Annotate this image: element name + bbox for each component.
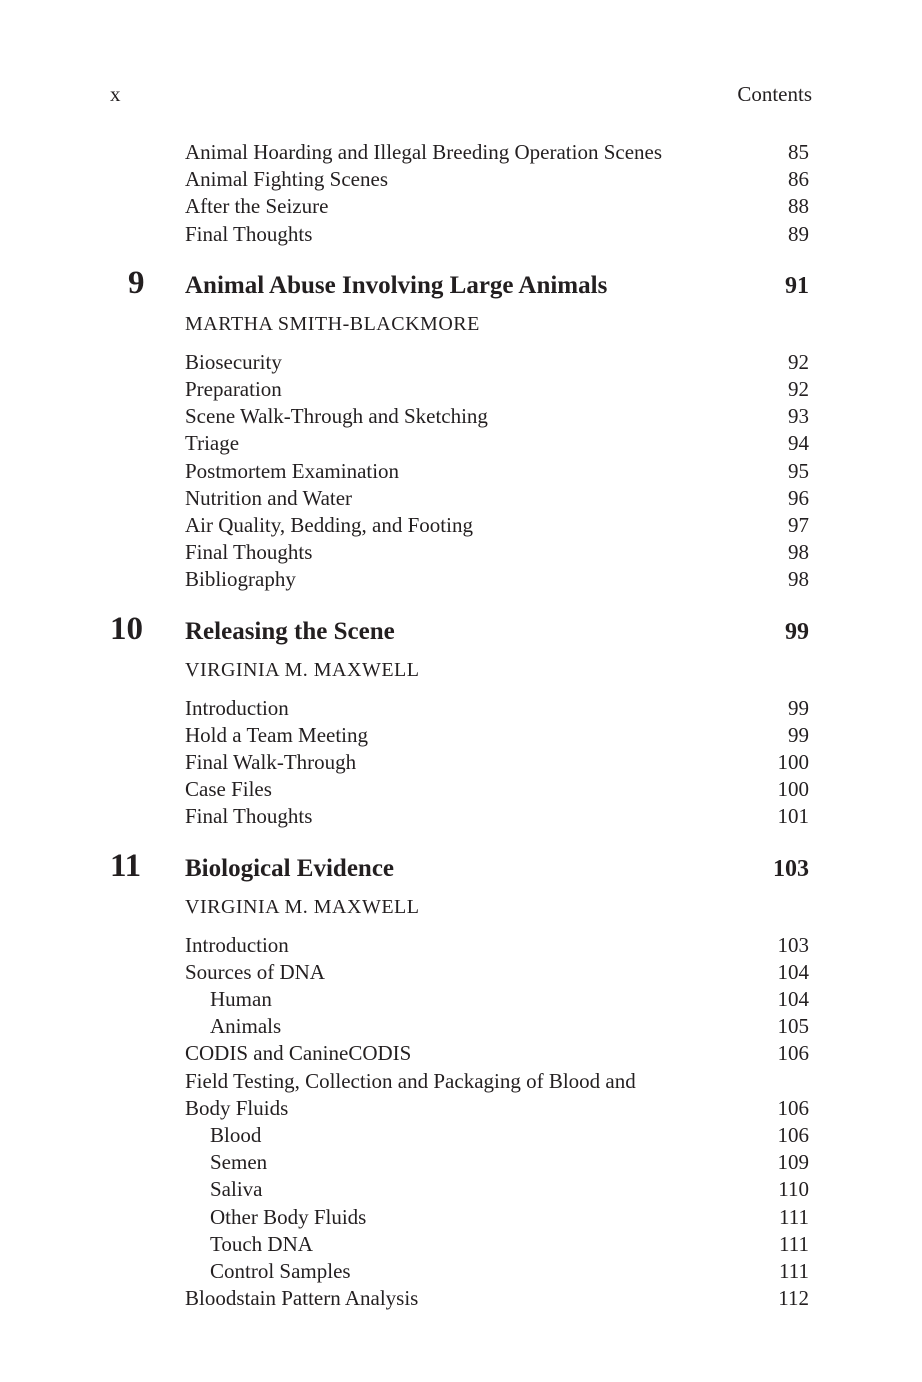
toc-entry[interactable] [110, 566, 812, 593]
toc-entry-title: Animals [210, 1014, 282, 1039]
toc-entry[interactable] [110, 1013, 812, 1040]
toc-entry-title: Other Body Fluids [210, 1204, 367, 1229]
toc-entry-page: 86 [788, 167, 809, 192]
toc-entry[interactable] [110, 193, 812, 220]
toc-entry-page: 99 [788, 695, 809, 720]
toc-entry[interactable] [110, 166, 812, 193]
toc-entry-title: Nutrition and Water [185, 485, 353, 510]
toc-entry-page: 103 [777, 932, 809, 957]
toc-entry[interactable] [110, 512, 812, 539]
chapter-author: MARTHA SMITH-BLACKMORE [185, 312, 480, 335]
toc-entry[interactable] [110, 986, 812, 1013]
toc-entry-page: 99 [788, 722, 809, 747]
toc-entry-page: 95 [788, 458, 809, 483]
chapter-page: 91 [785, 272, 809, 299]
toc-entry-page: 106 [777, 1095, 809, 1120]
toc-entry-page: 111 [779, 1259, 809, 1284]
toc-entry-page: 88 [788, 194, 809, 219]
toc-entry[interactable] [110, 1149, 812, 1176]
chapter-page: 103 [773, 855, 809, 882]
toc-entry[interactable] [110, 1231, 812, 1258]
chapter-title: Biological Evidence [185, 854, 395, 882]
section-title: Contents [737, 82, 812, 106]
toc-entry-page: 110 [778, 1177, 809, 1202]
chapter-author: VIRGINIA M. MAXWELL [185, 658, 420, 681]
chapter-heading[interactable] [110, 847, 812, 888]
toc-entry-page: 111 [779, 1231, 809, 1256]
toc-entry-title: Bloodstain Pattern Analysis [185, 1286, 419, 1311]
toc-entry-page: 89 [788, 221, 809, 246]
chapter-heading[interactable] [110, 610, 812, 651]
toc-entry-page: 100 [777, 750, 809, 775]
chapter-author: VIRGINIA M. MAXWELL [185, 895, 420, 918]
toc-entry[interactable] [110, 749, 812, 776]
toc-entry-title: Sources of DNA [185, 959, 325, 984]
toc-entry-title: Control Samples [210, 1259, 351, 1284]
page-number: x [110, 82, 121, 106]
toc-entry-title: After the Seizure [185, 194, 329, 219]
toc-entry-title: Triage [185, 431, 240, 456]
chapter-number: 10 [110, 610, 143, 647]
chapter-page: 99 [785, 618, 809, 645]
toc-entry[interactable] [110, 1204, 812, 1231]
toc-entry[interactable] [110, 1285, 812, 1312]
toc-entry[interactable] [110, 1176, 812, 1203]
toc-entry-title: Bibliography [185, 567, 296, 592]
toc-entry-title: Preparation [185, 377, 282, 402]
toc-entry-page: 98 [788, 567, 809, 592]
toc-entry[interactable] [110, 221, 812, 248]
toc-entry[interactable] [110, 430, 812, 457]
toc-entry-title: Blood [210, 1123, 262, 1148]
toc-entry[interactable] [110, 1095, 812, 1122]
toc-entry-title: Air Quality, Bedding, and Footing [185, 513, 473, 538]
toc-entry[interactable] [110, 722, 812, 749]
toc-entry-title: Field Testing, Collection and Packaging of Blood and [185, 1068, 636, 1093]
chapter-title: Animal Abuse Involving Large Animals [185, 271, 608, 299]
toc-entry[interactable] [110, 376, 812, 403]
toc-entry-title: Case Files [185, 777, 272, 802]
toc-entry[interactable] [110, 803, 812, 830]
toc-entry[interactable] [110, 932, 812, 959]
toc-entry-page: 96 [788, 485, 809, 510]
toc-entry-title: Hold a Team Meeting [185, 722, 369, 747]
running-head [110, 80, 812, 108]
toc-entry-page: 101 [777, 804, 809, 829]
toc-entry-page: 109 [777, 1150, 809, 1175]
toc-entry[interactable] [110, 1258, 812, 1285]
toc-entry-page: 92 [788, 377, 809, 402]
toc-entry[interactable] [110, 458, 812, 485]
chapter-title: Releasing the Scene [185, 617, 395, 645]
toc-entry-page: 106 [777, 1041, 809, 1066]
toc-entry-page: 104 [777, 959, 809, 984]
toc-entry-page: 97 [788, 513, 809, 538]
toc-entry-page: 92 [788, 349, 809, 374]
toc-entry-title: Semen [210, 1150, 268, 1175]
toc-entry-page: 94 [788, 431, 809, 456]
chapter-number: 11 [110, 847, 142, 884]
toc-entry-title: Introduction [185, 695, 289, 720]
toc-entry[interactable] [110, 959, 812, 986]
toc-entry[interactable] [110, 695, 812, 722]
toc-entry-title: Human [210, 987, 272, 1012]
toc-entry[interactable] [110, 349, 812, 376]
chapter-heading[interactable] [110, 264, 812, 305]
toc-entry-title: Saliva [210, 1177, 263, 1202]
toc-entry-page: 93 [788, 404, 809, 429]
toc-entry-title: CODIS and CanineCODIS [185, 1041, 412, 1066]
toc-entry-page: 98 [788, 540, 809, 565]
toc-entry-page: 106 [777, 1123, 809, 1148]
toc-entry[interactable] [110, 539, 812, 566]
toc-entry-page: 112 [778, 1286, 809, 1311]
toc-entry-title: Touch DNA [210, 1231, 313, 1256]
toc-entry[interactable] [110, 139, 812, 166]
toc-entry-title: Animal Fighting Scenes [185, 167, 388, 192]
toc-entry[interactable] [110, 485, 812, 512]
toc-entry-title: Scene Walk-Through and Sketching [185, 404, 488, 429]
toc-entry[interactable] [110, 1068, 812, 1095]
toc-entry-title: Final Thoughts [185, 221, 313, 246]
toc-entry-title: Final Thoughts [185, 804, 313, 829]
toc-entry-page: 100 [777, 777, 809, 802]
table-of-contents [110, 139, 812, 1313]
toc-entry-title: Body Fluids [185, 1095, 289, 1120]
toc-entry[interactable] [110, 1040, 812, 1067]
toc-entry[interactable] [110, 776, 812, 803]
toc-entry-page: 85 [788, 140, 809, 164]
toc-entry-title: Final Walk-Through [185, 750, 357, 775]
toc-entry-title: Animal Hoarding and Illegal Breeding Operation Scenes [185, 140, 663, 164]
chapter-number: 9 [128, 264, 145, 301]
toc-entry-page: 111 [779, 1204, 809, 1229]
toc-entry-title: Introduction [185, 932, 289, 957]
toc-entry-page: 105 [777, 1014, 809, 1039]
toc-entry-title: Postmortem Examination [185, 458, 400, 483]
toc-entry-page: 104 [777, 987, 809, 1012]
toc-entry-title: Final Thoughts [185, 540, 313, 565]
toc-entry[interactable] [110, 1122, 812, 1149]
toc-entry-title: Biosecurity [185, 349, 282, 374]
toc-entry[interactable] [110, 403, 812, 430]
